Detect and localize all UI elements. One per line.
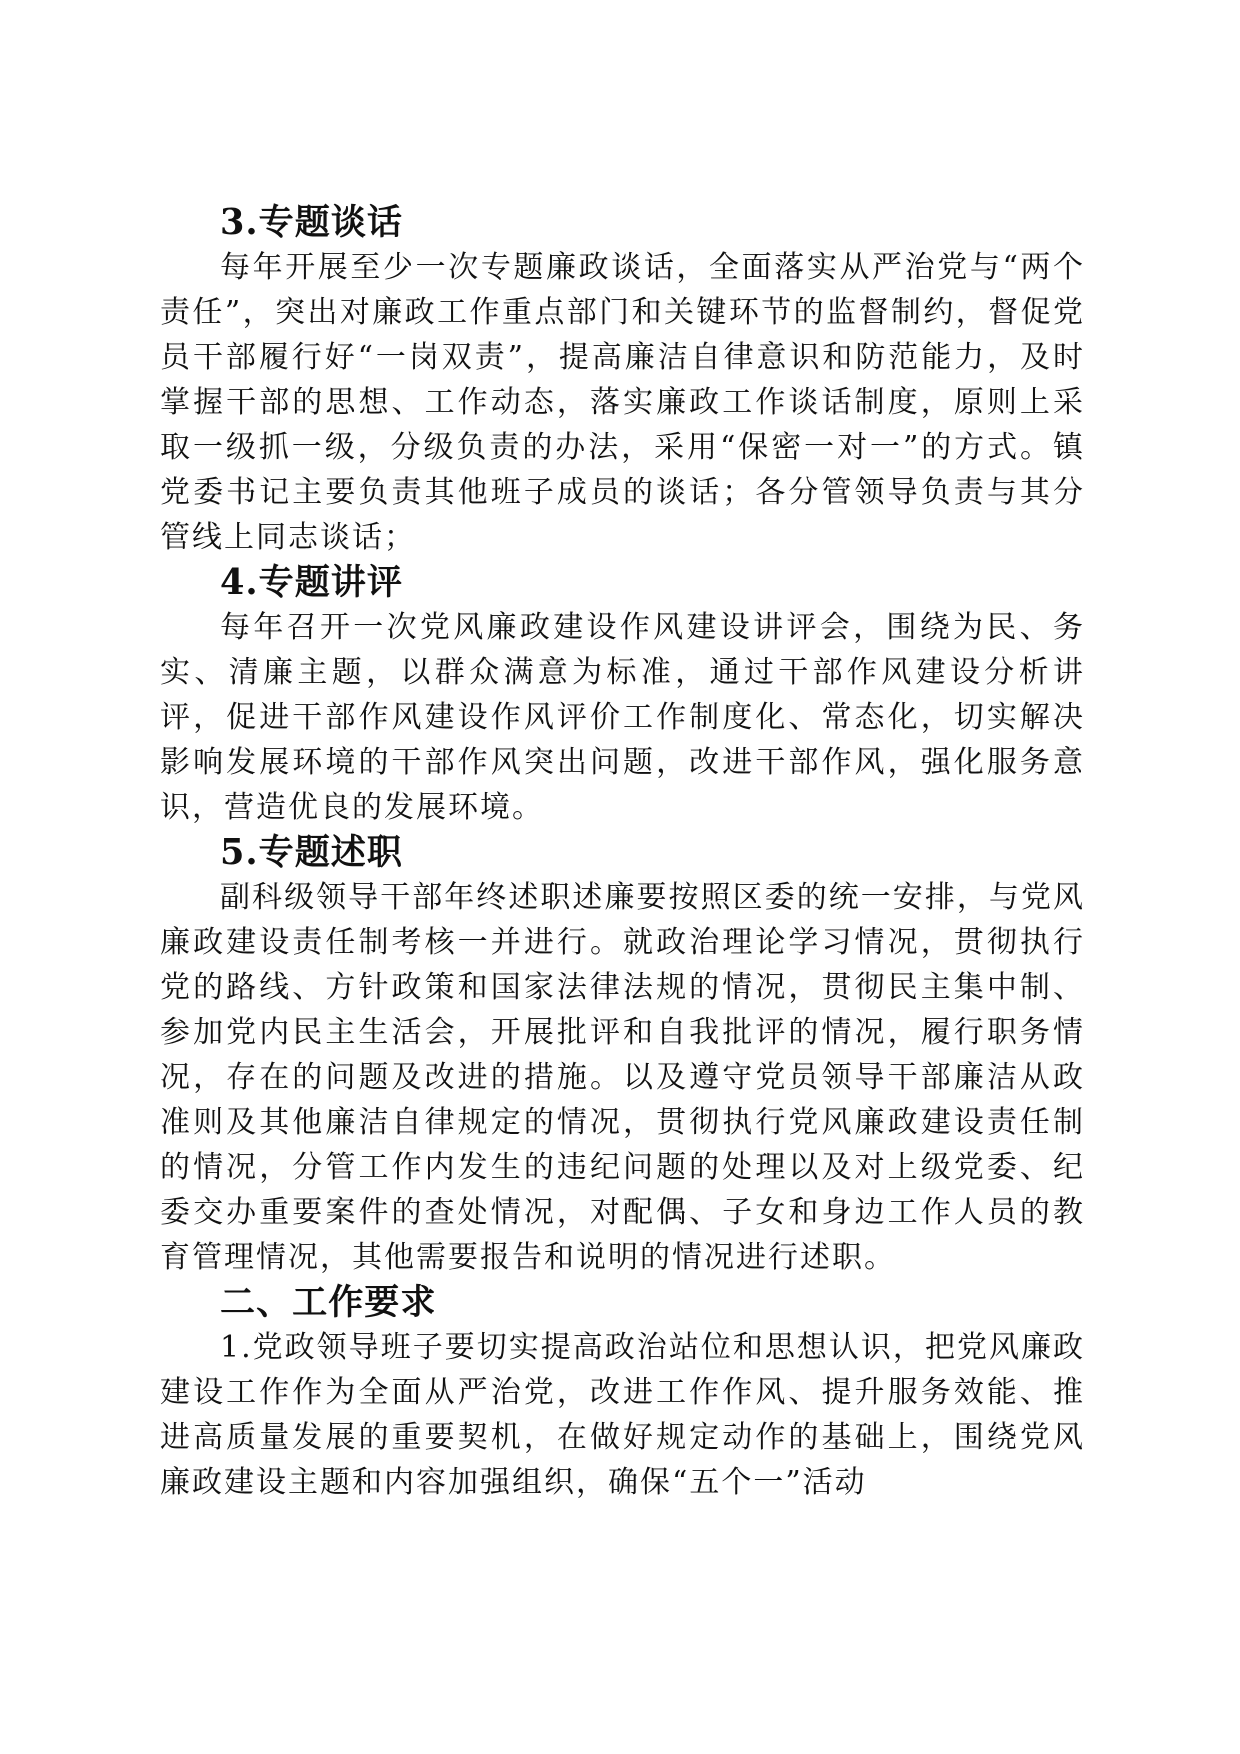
section-paragraph-talk: 每年开展至少一次专题廉政谈话，全面落实从严治党与“两个责任”，突出对廉政工作重点部门和关键环节的监督制约，督促党员干部履行好“一岗双责”，提高廉洁自律意识和防范能力，及时掌握干部的思想、工作动态，落实廉政工作谈话制度，原则上采取一级抓一级，分级负责的办法，采用“保密一对一”的方式。镇党委书记主要负责其他班子成员的谈话；各分管领导负责与其分管线上同志谈话； — [160, 250, 1085, 555]
section-paragraph-requirements: 1.党政领导班子要切实提高政治站位和思想认识，把党风廉政建设工作作为全面从严治党，改进工作作风、提升服务效能、推进高质量发展的重要契机，在做好规定动作的基础上，围绕党风廉政建设主题和内容加强组织，确保“五个一”活动 — [160, 1330, 1085, 1500]
section-paragraph-report: 副科级领导干部年终述职述廉要按照区委的统一安排，与党风廉政建设责任制考核一并进行。就政治理论学习情况，贯彻执行党的路线、方针政策和国家法律法规的情况，贯彻民主集中制、参加党内民主生活会，开展批评和自我批评的情况，履行职务情况，存在的问题及改进的措施。以及遵守党员领导干部廉洁从政准则及其他廉洁自律规定的情况，贯彻执行党风廉政建设责任制的情况，分管工作内发生的违纪问题的处理以及对上级党委、纪委交办重要案件的查处情况，对配偶、子女和身边工作人员的教育管理情况，其他需要报告和说明的情况进行述职。 — [160, 880, 1085, 1275]
section-heading-review: 4.专题讲评 — [220, 562, 403, 603]
section-heading-talk: 3.专题谈话 — [220, 202, 403, 243]
section-heading-requirements: 二、工作要求 — [220, 1282, 437, 1323]
document-page — [160, 200, 1085, 1505]
section-paragraph-review: 每年召开一次党风廉政建设作风建设讲评会，围绕为民、务实、清廉主题，以群众满意为标准，通过干部作风建设分析讲评，促进干部作风建设作风评价工作制度化、常态化，切实解决影响发展环境的干部作风突出问题，改进干部作风，强化服务意识，营造优良的发展环境。 — [160, 610, 1085, 825]
section-heading-report: 5.专题述职 — [220, 832, 403, 873]
